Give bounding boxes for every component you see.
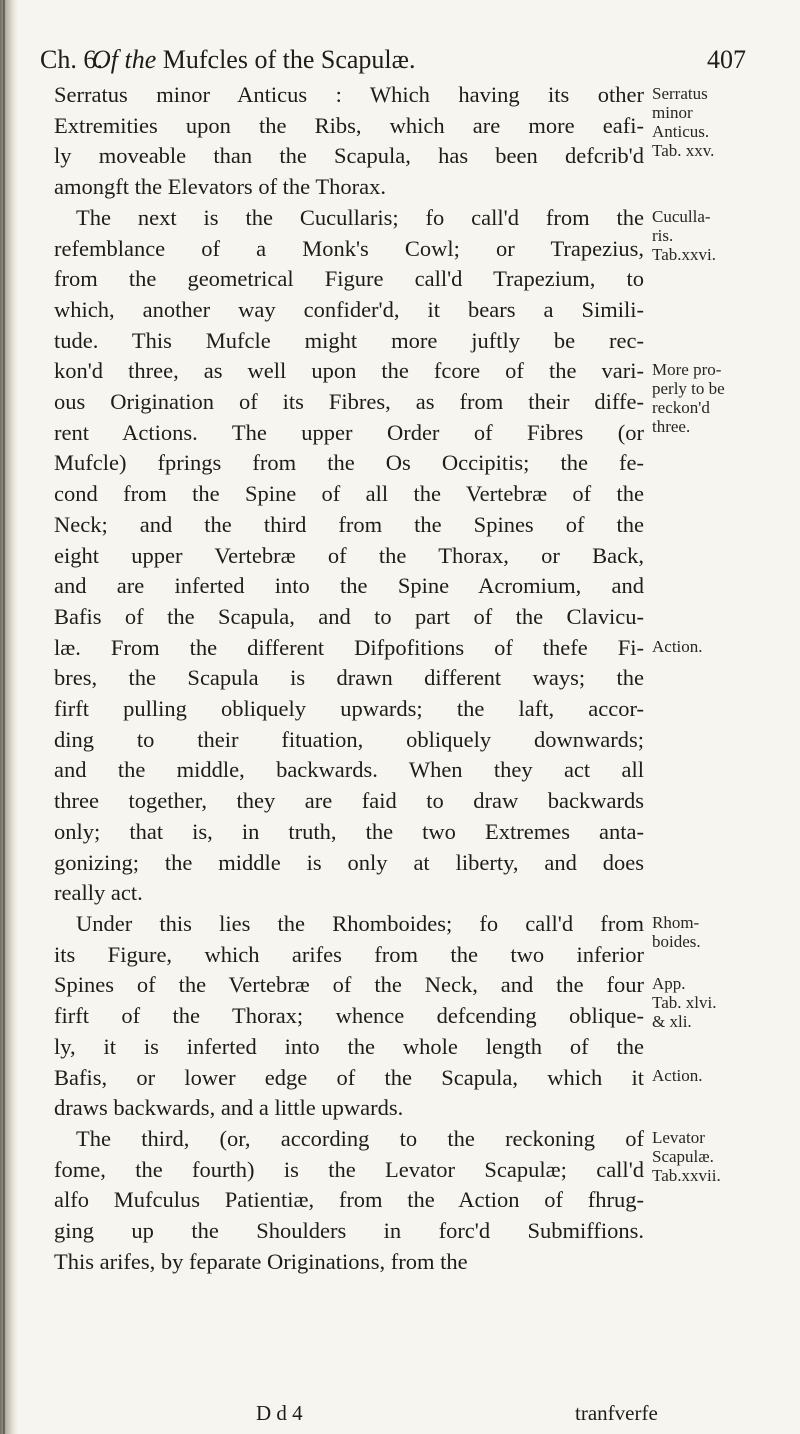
text-line: refemblance of a Monk's Cowl; or Trapezius,: [54, 235, 644, 261]
text-line: Bafis of the Scapula, and to part of the Clavicu-: [54, 603, 644, 629]
text-line: really act.: [54, 880, 143, 906]
text-line: ly moveable than the Scapula, has been defcrib'd: [54, 143, 644, 169]
text-line: draws backwards, and a little upwards.: [54, 1095, 404, 1121]
text-line: only; that is, in truth, the two Extremes anta-: [54, 818, 644, 844]
text-line: amongft the Elevators of the Thorax.: [54, 174, 386, 200]
text-line: ous Origination of its Fibres, as from their diffe-: [54, 389, 644, 415]
margin-note-line: boides.: [652, 931, 701, 951]
margin-note-line: App.: [652, 974, 686, 994]
text-line: Mufcle) fprings from the Os Occipitis; the fe-: [54, 450, 644, 476]
margin-note-line: ris.: [652, 225, 674, 245]
text-line: firft of the Thorax; whence defcending oblique-: [54, 1003, 644, 1029]
margin-note: [652, 207, 772, 264]
text-line: firft pulling obliquely upwards; the laft, accor-: [54, 696, 644, 722]
margin-note-line: Rhom-: [652, 912, 700, 932]
margin-note: [652, 1066, 772, 1085]
text-line: ging up the Shoulders in forc'd Submiffions.: [54, 1218, 644, 1244]
text-line: rent Actions. The upper Order of Fibres (or: [54, 419, 644, 445]
signature-mark: D d 4: [256, 1401, 303, 1425]
text-line: its Figure, which arifes from the two inferior: [54, 941, 644, 967]
text-line: tude. This Mufcle might more juftly be rec-: [54, 327, 644, 353]
margin-note-line: Cuculla-: [652, 206, 711, 226]
margin-note-line: & xli.: [652, 1012, 692, 1032]
text-line: alfo Mufculus Patientiæ, from the Action of fhrug-: [54, 1187, 644, 1213]
margin-note-line: Serratus: [652, 84, 708, 103]
margin-note: [652, 360, 772, 436]
text-line: kon'd three, as well upon the fcore of the vari-: [54, 358, 644, 384]
margin-note: [652, 1128, 772, 1185]
running-title-of: Of the: [92, 45, 157, 74]
text-line: This arifes, by feparate Originations, from the: [54, 1248, 468, 1274]
text-line: fome, the fourth) is the Levator Scapulæ; call'd: [54, 1156, 644, 1182]
margin-note: [652, 84, 772, 160]
margin-note-line: Action.: [652, 636, 703, 656]
running-title-main: Mufcles of the Scapulæ.: [162, 45, 416, 74]
text-line: which, another way confider'd, it bears a Simili-: [54, 296, 644, 322]
text-line: Serratus minor Anticus : Which having its other: [54, 82, 644, 107]
margin-note: [652, 913, 772, 951]
margin-note-line: three.: [652, 417, 691, 437]
margin-note-line: Scapulæ.: [652, 1146, 714, 1166]
text-line: cond from the Spine of all the Vertebræ of the: [54, 481, 644, 507]
text-line: ding to their fituation, obliquely downwards;: [54, 726, 644, 752]
text-line: ly, it is inferted into the whole length of the: [54, 1033, 644, 1059]
running-header: [40, 40, 746, 80]
running-title: [92, 40, 416, 80]
margin-note-line: Levator: [652, 1127, 705, 1147]
text-line: bres, the Scapula is drawn different ways; the: [54, 665, 644, 691]
text-line: and the middle, backwards. When they act all: [54, 757, 644, 783]
text-line: and are inferted into the Spine Acromium, and: [54, 573, 644, 599]
margin-note: [652, 974, 772, 1031]
text-line: The next is the Cucullaris; fo call'd from the: [76, 204, 644, 230]
text-line: Neck; and the third from the Spines of the: [54, 511, 644, 537]
margin-note-line: Action.: [652, 1066, 703, 1086]
margin-note-line: Tab.xxvi.: [652, 244, 716, 264]
text-line: Spines of the Vertebræ of the Neck, and the four: [54, 972, 644, 998]
margin-note-line: More pro-: [652, 360, 722, 380]
text-line: Bafis, or lower edge of the Scapula, which it: [54, 1064, 644, 1090]
binding-edge: [3, 0, 5, 1434]
text-line: Under this lies the Rhomboides; fo call'd from: [76, 910, 644, 936]
margin-note-line: Tab.xxvii.: [652, 1165, 721, 1185]
text-line: eight upper Vertebræ of the Thorax, or Back,: [54, 542, 644, 568]
text-line: three together, they are faid to draw backwards: [54, 788, 644, 814]
page-number: 407: [707, 45, 746, 74]
text-line: The third, (or, according to the reckoning of: [76, 1125, 644, 1151]
text-line: gonizing; the middle is only at liberty, and does: [54, 849, 644, 875]
margin-note-line: Tab. xxv.: [652, 141, 715, 160]
margin-note-line: perly to be: [652, 379, 725, 399]
text-line: from the geometrical Figure call'd Trapezium, to: [54, 266, 644, 292]
margin-note-line: minor: [652, 103, 693, 122]
margin-note: [652, 637, 772, 656]
body-text: [54, 80, 644, 1277]
catchword: tranfverfe: [575, 1401, 658, 1425]
text-line: læ. From the different Difpofitions of thefe Fi-: [54, 634, 644, 660]
text-line: Extremities upon the Ribs, which are more eafi-: [54, 112, 644, 138]
margin-note-line: Tab. xlvi.: [652, 993, 717, 1013]
margin-note-line: reckon'd: [652, 398, 710, 418]
margin-note-line: Anticus.: [652, 122, 710, 141]
chapter-label: Ch. 6.: [40, 45, 103, 74]
